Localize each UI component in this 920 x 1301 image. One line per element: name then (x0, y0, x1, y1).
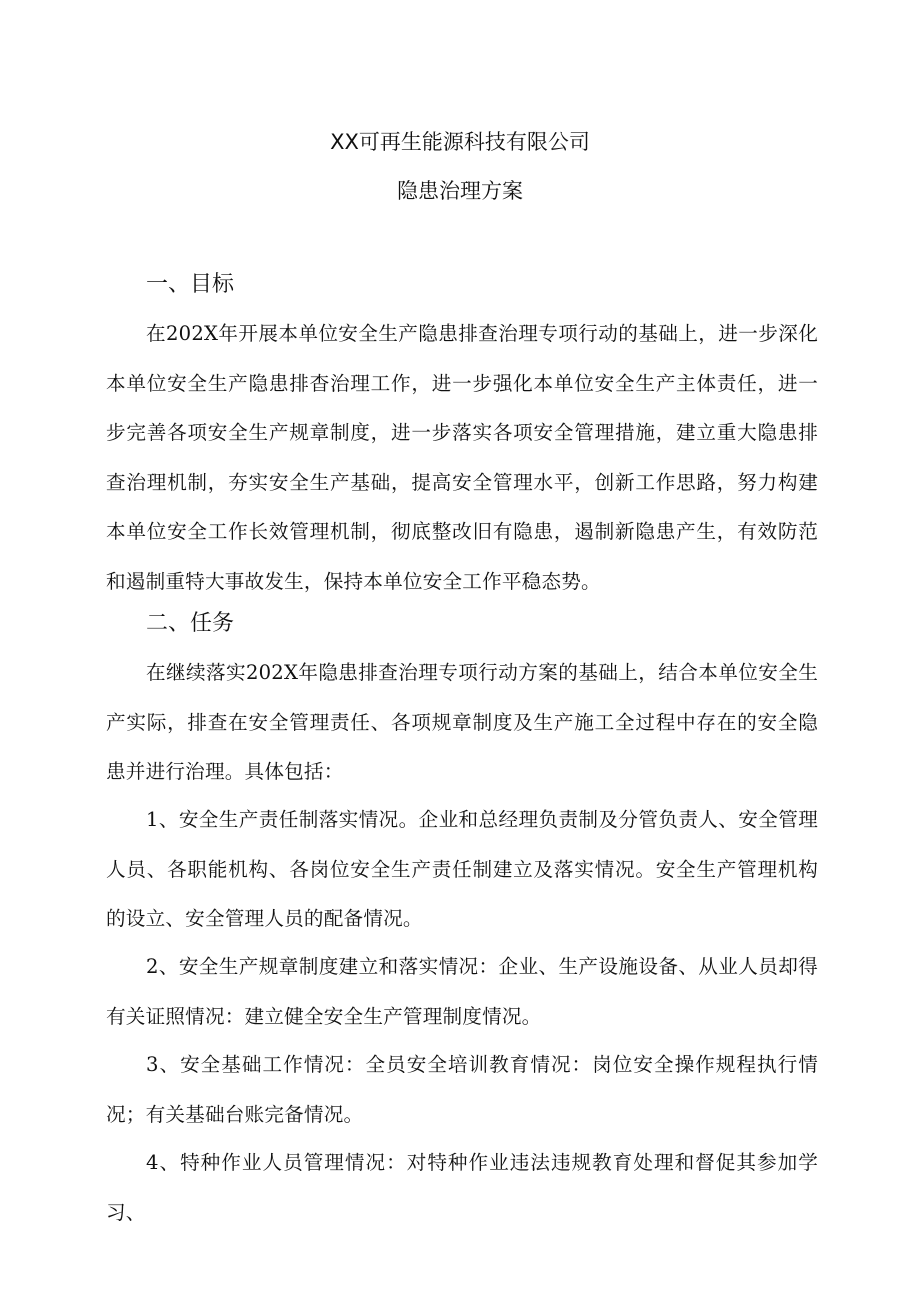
task-item-2: 2、安全生产规章制度建立和落实情况：企业、生产设施设备、从业人员却得有关证照情况：建立健全安全生产管理制度情况。 (106, 955, 818, 1028)
task-item-1: 1、安全生产责任制落实情况。企业和总经理负责制及分管负责人、安全管理人员、各职能机构、各岗位安全生产责任制建立及落实情况。安全生产管理机构的设立、安全管理人员的配备情况。 (106, 808, 818, 930)
document-title: 隐患治理方案 (397, 179, 523, 203)
task-paragraph: 在继续落实202X年隐患排查治理专项行动方案的基础上，结合本单位安全生产实际，排查在安全管理责任、各项规章制度及生产施工全过程中存在的安全隐患并进行治理。具体包括： (106, 661, 818, 783)
goal-paragraph: 在202X年开展本单位安全生产隐患排查治理专项行动的基础上，进一步深化本单位安全生产隐患排杳治理工作，进一步强化本单位安全生产主体责任，进一步完善各项安全生产规章制度，进一步落实各项安全管理措施，建立重大隐患排查治理机制，夯实安全生产基础，提高安全管理水平，创新工作思路，努力构建本单位安全工作长效管理机制，彻底整改旧有隐患，遏制新隐患产生，有效防范和遏制重特大事故发生，保持本单位安全工作平稳态势。 (106, 322, 818, 593)
task-item-3: 3、安全基础工作情况：全员安全培训教育情况：岗位安全操作规程执行情况；有关基础台账完备情况。 (106, 1053, 818, 1126)
task-item-4: 4、特种作业人员管理情况：对特种作业违法违规教育处理和督促其参加学习、 (106, 1151, 818, 1224)
company-title: XX可再生能源科技有限公司 (330, 130, 590, 154)
section-heading-goal: 一、目标 (146, 272, 235, 297)
section-heading-task: 二、任务 (146, 611, 235, 636)
